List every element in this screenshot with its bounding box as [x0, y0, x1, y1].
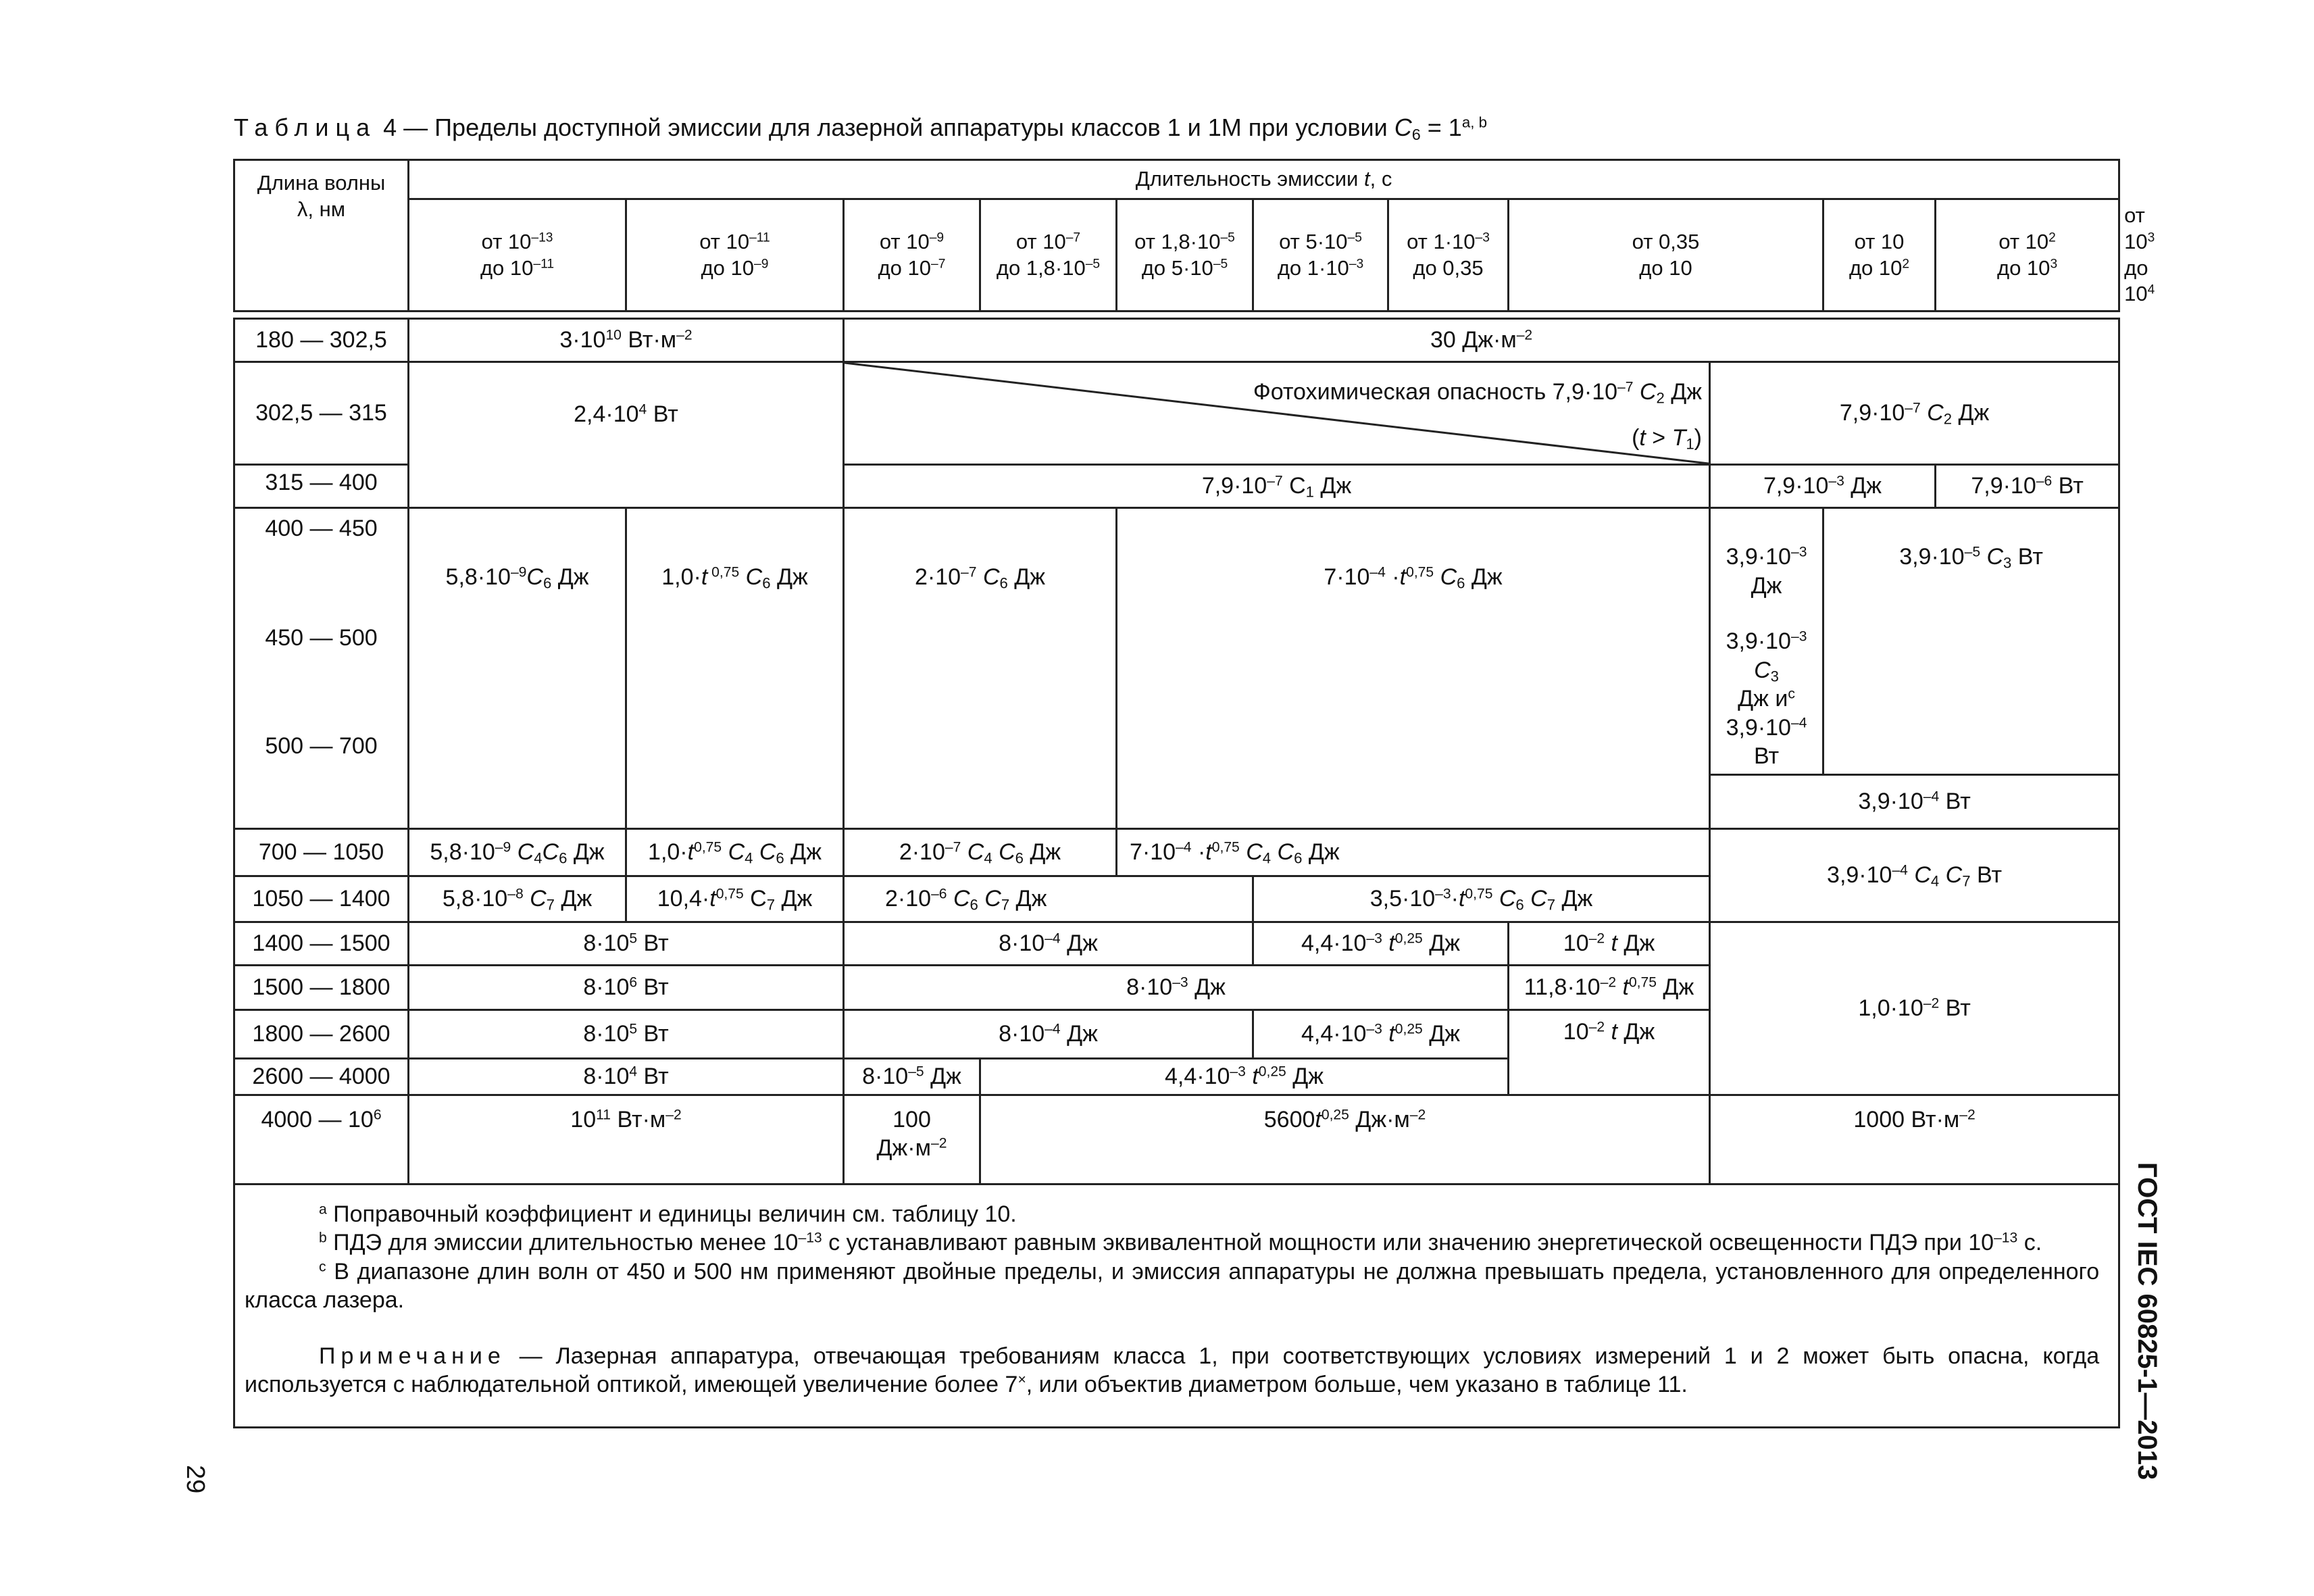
table-row: [234, 922, 2119, 965]
limit-cell: $5,8\cdot 10^{-9}$ $C_4C_6$ Дж: [409, 828, 626, 876]
table-row: [234, 319, 2119, 362]
limit-cell: 1,0·t $^{0,75}$ $C_6$ Дж: [626, 508, 844, 829]
limit-cell: $10^{-2}$ t Дж: [1509, 922, 1710, 965]
duration-col: от $5\cdot 10^{-5}$ до $1\cdot 10^{-3}$: [1253, 199, 1388, 311]
limit-cell: $3,9\cdot 10^{-5}$ $C_3$ Вт: [1823, 508, 2119, 775]
duration-col: от $1,8\cdot 10^{-5}$ до $5\cdot 10^{-5}$: [1117, 199, 1253, 311]
wavelength-cell: 1500 — 1800: [234, 965, 409, 1009]
limit-cell: $3\cdot 10^{10}$ $Вт\cdot м^{-2}$: [409, 319, 844, 362]
table-row: [234, 828, 2119, 876]
limit-cell: $4,4\cdot 10^{-3}$ $t^{0,25}$ Дж: [1253, 922, 1509, 965]
footnote-a: $^a$ Поправочный коэффициент и единицы величин см. таблицу 10.: [319, 1201, 1017, 1227]
limit-cell: 100 $Дж\cdot м^{-2}$: [844, 1095, 980, 1184]
limit-cell: $2,4\cdot 10^4$ Вт: [409, 362, 844, 508]
duration-header: Длительность эмиссии t, с: [409, 160, 2119, 199]
limit-cell: $3,9\cdot 10^{-3}$ Дж $3,9\cdot 10^{-3}$ $C_3$ Дж $и^c$ $3,9\cdot 10^{-4}$ Вт: [1710, 508, 1823, 775]
wavelength-cell: 180 — 302,5: [234, 319, 409, 362]
wavelength-header: Длина волны λ, нм: [234, 160, 409, 311]
duration-col: от $10^2$ до $10^3$: [1936, 199, 2119, 311]
table-row: [234, 508, 2119, 775]
limit-cell: $8\cdot 10^{-3}$ Дж: [844, 965, 1509, 1009]
wavelength-cell: 700 — 1050: [234, 828, 409, 876]
limit-cell: $2\cdot 10^{-7}$ $C_4$ $C_6$ Дж: [844, 828, 1117, 876]
document-standard-title: ГОСТ IEC 60825-1—2013: [2132, 1162, 2162, 1480]
table-note: Примечание — Лазерная аппаратура, отвечающая требованиям класса 1, при соответствующих условиях измерений 1 и 2 может быть опасна, когда используется с наблюдательной оптикой, имеющей увеличение более 7×, или объектив диаметром больше, чем указано в таблице 11.: [245, 1343, 2100, 1397]
limit-cell: $5,8\cdot 10^{-9}C_6$ Дж: [409, 508, 626, 829]
duration-col: от 10 до $10^2$: [1823, 199, 1936, 311]
limit-cell: $5600t^{0,25}$ $Дж\cdot м^{-2}$: [980, 1095, 1710, 1184]
limit-cell: $10,4\cdot t^{0,75}$ $C_7$ Дж: [626, 876, 844, 922]
wavelength-cell: 302,5 — 315: [234, 362, 409, 465]
wavelength-cell: 2600 — 4000: [234, 1058, 409, 1095]
photochemical-hazard-cell: Фотохимическая опасность $7,9\cdot 10^{-7}$ $C_2$ Дж $(t > T_1)$: [844, 362, 1710, 465]
limit-cell: $8\cdot 10^6$ Вт: [409, 965, 844, 1009]
limit-cell: $7\cdot 10^{-4} \cdot t^{0,75}$ $C_6$ Дж: [1117, 508, 1710, 829]
limit-cell: $8\cdot 10^{-4}$ Дж: [844, 922, 1253, 965]
wavelength-cell: 1050 — 1400: [234, 876, 409, 922]
limit-cell: 30 $Дж\cdot м^{-2}$: [844, 319, 2119, 362]
limit-cell: $8\cdot 10^4$ Вт: [409, 1058, 844, 1095]
limit-cell: $7,9\cdot 10^{-7}$ $C_2$ Дж: [1710, 362, 2119, 465]
limit-cell: $8\cdot 10^{-5}$ Дж: [844, 1058, 980, 1095]
duration-columns-row: от $10^{-13}$ до $10^{-11}$ от $10^{-11}$ до $10^{-9}$ от $10^{-9}$ до $10^{-7}$ от $10^{-7}$ до $1,8\cdot 10^{-5}$ от $1,8\cdot 10^{-5}$ до $5\cdot 10^{-5}$ от $5\cdot 10^{-5}$ до $1\cdot 10^{-3}$ от $1\cdot 10^{-3}$ до 0,35 от 0,35 до 10 от 10 до $10^2$ от $10^2$ до $10^3$ от $10^3$ до $10^4$: [234, 199, 2119, 311]
wavelength-cell: 315 — 400: [234, 465, 409, 508]
limit-cell: $3,5\cdot 10^{-3}\cdot t^{0,75}$ $C_6$ $C_7$ Дж: [1253, 876, 1710, 922]
footnotes-row: [234, 1184, 2119, 1427]
wavelength-cell: 4000 — $10^6$: [234, 1095, 409, 1184]
footnotes: [234, 1184, 2119, 1427]
wavelength-cell: 1400 — 1500: [234, 922, 409, 965]
header-row: [234, 160, 2119, 199]
limit-cell: $4,4\cdot 10^{-3}$ $t^{0,25}$ Дж: [1253, 1009, 1509, 1058]
limit-cell: 1000 $Вт\cdot м^{-2}$: [1710, 1095, 2119, 1184]
wavelength-cell-group: 400 — 450 450 — 500 500 — 700: [234, 508, 409, 829]
wavelength-cell: 1800 — 2600: [234, 1009, 409, 1058]
limit-cell: $8\cdot 10^{-4}$ Дж: [844, 1009, 1253, 1058]
limit-cell: $5,8\cdot 10^{-8}$ $C_7$ Дж: [409, 876, 626, 922]
limit-cell: $7,9\cdot 10^{-7}$ $C_1$ Дж: [844, 465, 1710, 508]
header-separator: [234, 311, 2119, 319]
duration-col: от $10^{-11}$ до $10^{-9}$: [626, 199, 844, 311]
duration-col: от $10^{-7}$ до $1,8\cdot 10^{-5}$: [980, 199, 1117, 311]
limit-cell: $7,9\cdot 10^{-3}$ Дж: [1710, 465, 1936, 508]
duration-col: от $10^{-9}$ до $10^{-7}$: [844, 199, 980, 311]
limit-cell: $1,0\cdot t^{0,75}$ $C_4$ $C_6$ Дж: [626, 828, 844, 876]
limit-cell: $8\cdot 10^5$ Вт: [409, 1009, 844, 1058]
duration-col: от 0,35 до 10: [1509, 199, 1823, 311]
limit-cell: $1,0\cdot 10^{-2}$ Вт: [1710, 922, 2119, 1095]
footnote-b: $^b$ ПДЭ для эмиссии длительностью менее $10^{-13}$ с устанавливают равным эквивалентной мощности или значению энергетической освещенности ПДЭ при $10^{-13}$ с.: [319, 1230, 2042, 1255]
duration-col: от $1\cdot 10^{-3}$ до 0,35: [1388, 199, 1509, 311]
table-caption: Таблица 4 — Пределы доступной эмиссии для лазерной аппаратуры классов 1 и 1М при условии $C_6 = 1^{a, b}$: [234, 114, 1488, 143]
footnote-c: $^c$ В диапазоне длин волн от 450 и 500 нм применяют двойные пределы, и эмиссия аппаратуры не должна превышать предела, установленного для определенного класса лазера.: [245, 1258, 2100, 1313]
limit-cell: $7,9\cdot 10^{-6}$ Вт: [1936, 465, 2119, 508]
limit-cell: $3,9\cdot 10^{-4}$ $C_4$ $C_7$ Вт: [1710, 828, 2119, 922]
duration-col: от $10^{-13}$ до $10^{-11}$: [409, 199, 626, 311]
limit-cell: $11,8\cdot 10^{-2}$ $t^{0,75}$ Дж: [1509, 965, 1710, 1009]
limit-cell: $7\cdot 10^{-4} \cdot t^{0,75}$ $C_4$ $C_6$ Дж: [1117, 828, 1710, 876]
limit-cell: $10^{11}$ $Вт\cdot м^{-2}$: [409, 1095, 844, 1184]
limit-cell: $3,9\cdot 10^{-4}$ Вт: [1710, 774, 2119, 828]
table-row: [234, 362, 2119, 465]
limit-cell: $10^{-2}$ t Дж: [1509, 1009, 1710, 1095]
limit-cell: $2\cdot 10^{-6}$ $C_6$ $C_7$ Дж: [844, 876, 1253, 922]
page-number: 29: [181, 1465, 209, 1494]
table-row: [234, 1095, 2119, 1184]
limit-cell: $2\cdot 10^{-7}$ $C_6$ Дж: [844, 508, 1117, 829]
limit-cell: $8\cdot 10^5$ Вт: [409, 922, 844, 965]
limit-cell: $4,4\cdot 10^{-3}$ $t^{0,25}$ Дж: [980, 1058, 1509, 1095]
